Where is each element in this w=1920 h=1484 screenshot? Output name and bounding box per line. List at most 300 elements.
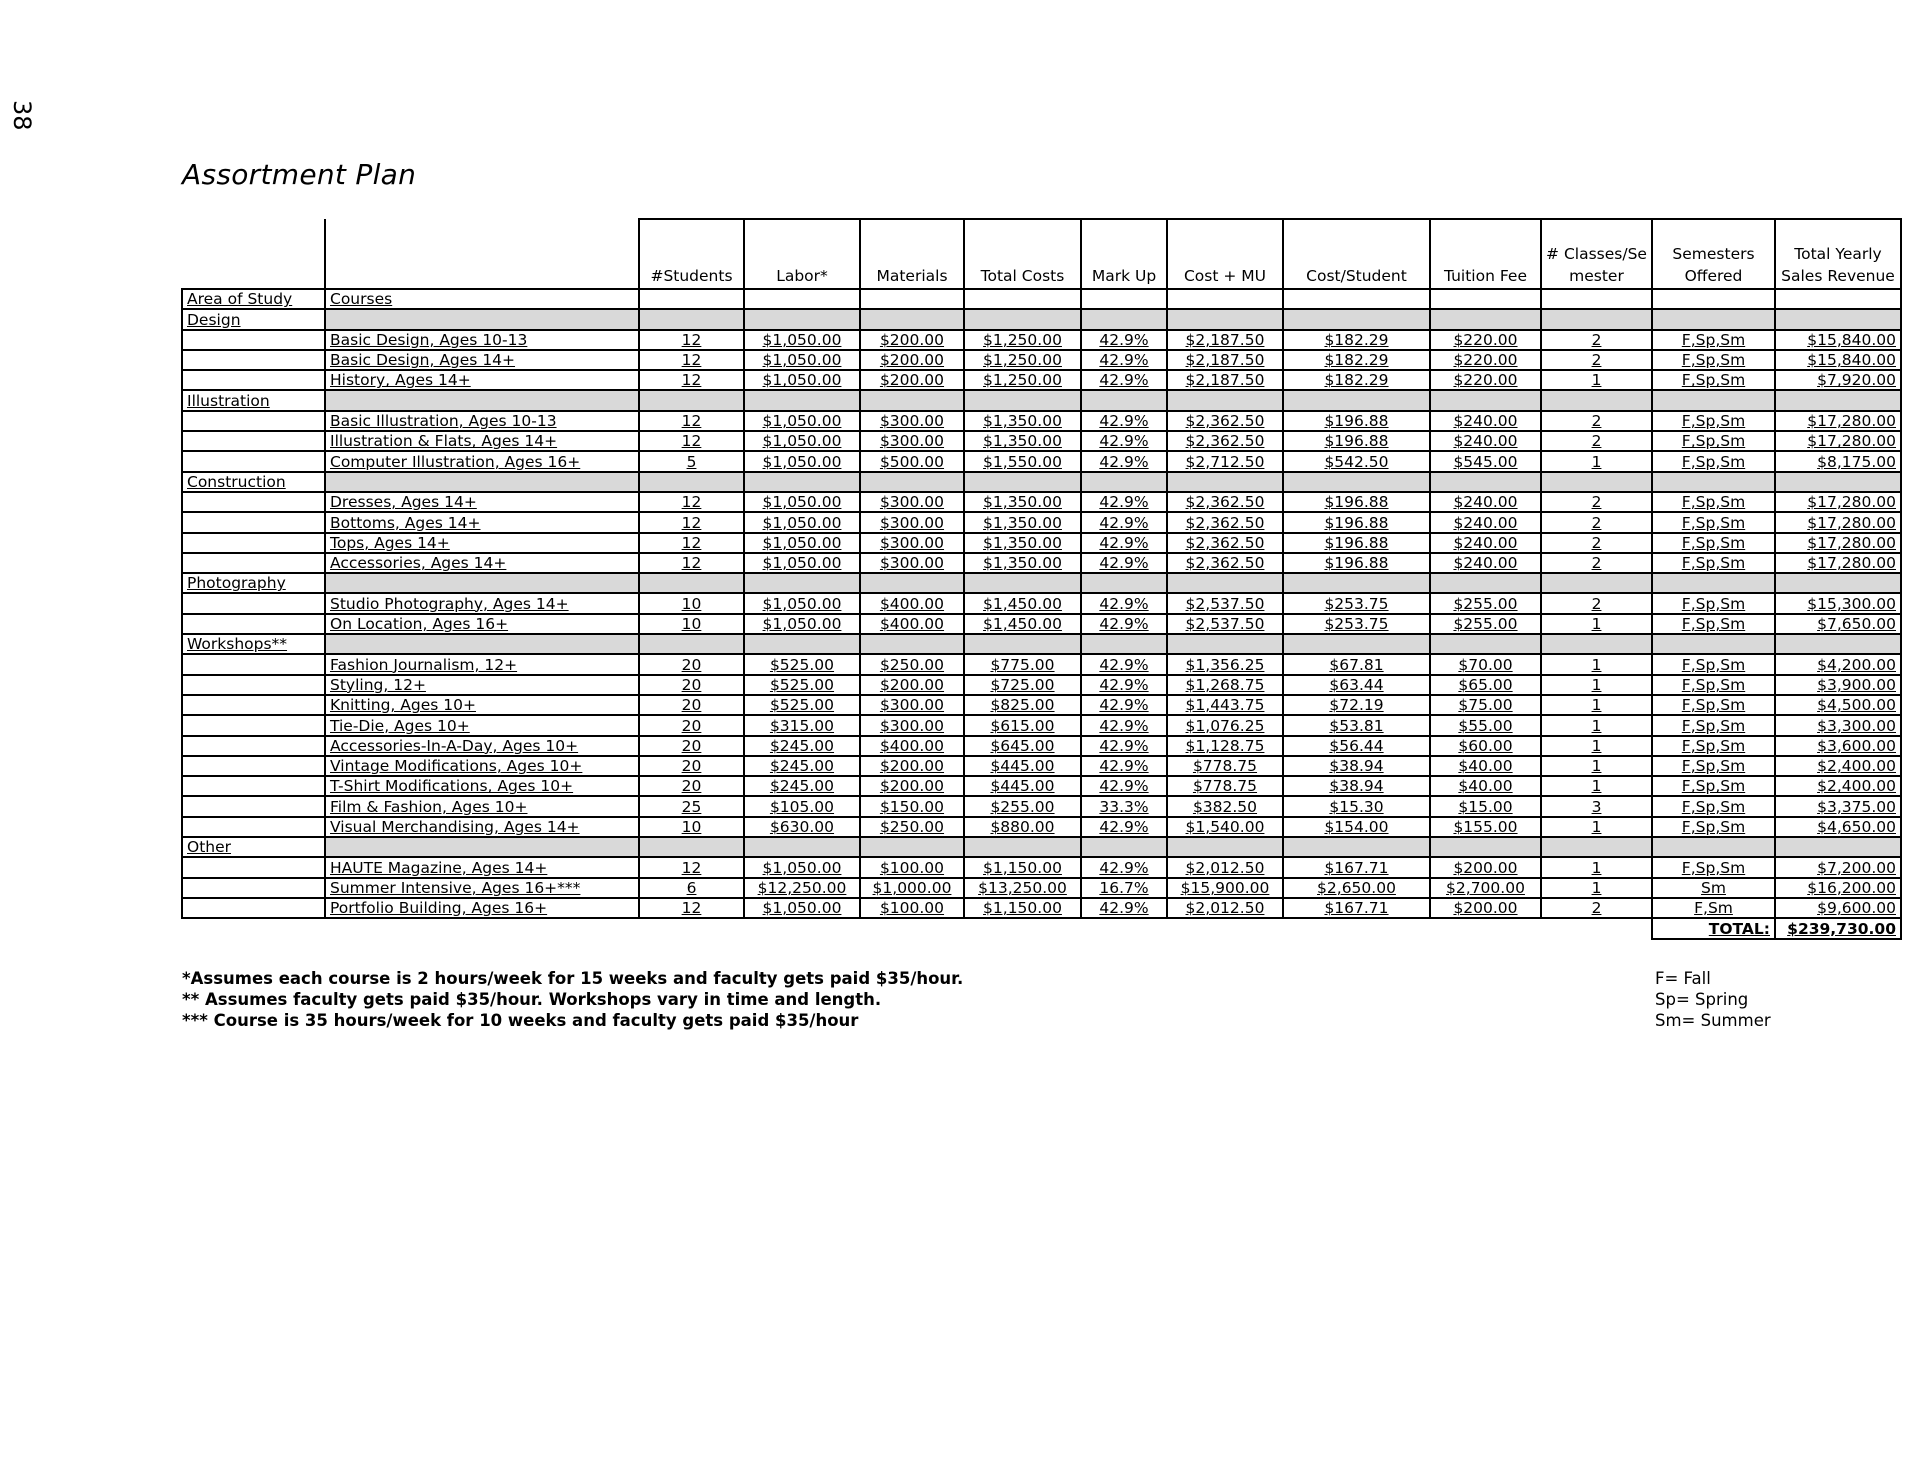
- course-cell: 1: [1541, 817, 1652, 837]
- course-cell: $1,450.00: [964, 614, 1081, 634]
- course-cell: $105.00: [744, 796, 860, 816]
- group-name: Other: [182, 837, 325, 857]
- course-cell: $15,840.00: [1775, 330, 1901, 350]
- course-name: Accessories, Ages 14+: [325, 553, 639, 573]
- course-cell: F,Sp,Sm: [1652, 553, 1775, 573]
- course-name: HAUTE Magazine, Ages 14+: [325, 857, 639, 877]
- course-cell: $100.00: [860, 857, 964, 877]
- course-cell: 20: [639, 695, 744, 715]
- course-cell: $17,280.00: [1775, 492, 1901, 512]
- area-of-study-label: Area of Study: [182, 289, 325, 309]
- course-cell: 1: [1541, 675, 1652, 695]
- course-cell: $400.00: [860, 736, 964, 756]
- footnote: *** Course is 35 hours/week for 10 weeks and faculty gets paid $35/hour: [182, 1011, 859, 1030]
- course-cell: $545.00: [1430, 451, 1541, 471]
- course-row: [182, 675, 1901, 695]
- course-name: Basic Design, Ages 14+: [325, 350, 639, 370]
- course-cell: $240.00: [1430, 411, 1541, 431]
- course-cell: $1,150.00: [964, 898, 1081, 918]
- course-cell: F,Sp,Sm: [1652, 817, 1775, 837]
- course-cell: F,Sp,Sm: [1652, 857, 1775, 877]
- course-cell: 42.9%: [1081, 451, 1167, 471]
- course-cell: $1,050.00: [744, 350, 860, 370]
- course-cell: $1,076.25: [1167, 715, 1283, 735]
- course-cell: $2,362.50: [1167, 431, 1283, 451]
- page-number: 38: [8, 100, 36, 131]
- course-cell: $154.00: [1283, 817, 1430, 837]
- total-value: $239,730.00: [1775, 918, 1901, 938]
- course-cell: $445.00: [964, 776, 1081, 796]
- course-cell: $240.00: [1430, 431, 1541, 451]
- course-cell: $400.00: [860, 614, 964, 634]
- header-total-costs: Total Costs: [964, 219, 1081, 289]
- course-cell: $182.29: [1283, 350, 1430, 370]
- course-row: [182, 431, 1901, 451]
- course-cell: $2,362.50: [1167, 492, 1283, 512]
- course-name: Knitting, Ages 10+: [325, 695, 639, 715]
- course-cell: 42.9%: [1081, 553, 1167, 573]
- header-mark-up: Mark Up: [1081, 219, 1167, 289]
- course-cell: 42.9%: [1081, 695, 1167, 715]
- course-cell: 10: [639, 593, 744, 613]
- course-cell: F,Sp,Sm: [1652, 330, 1775, 350]
- course-cell: $56.44: [1283, 736, 1430, 756]
- course-cell: $1,050.00: [744, 593, 860, 613]
- course-row: [182, 492, 1901, 512]
- course-cell: $38.94: [1283, 776, 1430, 796]
- course-cell: $220.00: [1430, 370, 1541, 390]
- footnote: *Assumes each course is 2 hours/week for 15 weeks and faculty gets paid $35/hour.: [182, 969, 964, 988]
- course-row: [182, 512, 1901, 532]
- course-name: Visual Merchandising, Ages 14+: [325, 817, 639, 837]
- course-cell: $200.00: [860, 330, 964, 350]
- header-cost-mu: Cost + MU: [1167, 219, 1283, 289]
- course-cell: $645.00: [964, 736, 1081, 756]
- header-total-revenue: Total Yearly Sales Revenue: [1775, 219, 1901, 289]
- course-cell: $778.75: [1167, 756, 1283, 776]
- legend-item: Sp= Spring: [1655, 990, 1749, 1009]
- course-name: Portfolio Building, Ages 16+: [325, 898, 639, 918]
- course-cell: $725.00: [964, 675, 1081, 695]
- semester-legend: [1655, 968, 1771, 1031]
- course-cell: $16,200.00: [1775, 878, 1901, 898]
- course-cell: $17,280.00: [1775, 553, 1901, 573]
- course-cell: 42.9%: [1081, 492, 1167, 512]
- course-cell: $1,356.25: [1167, 654, 1283, 674]
- course-cell: $200.00: [860, 756, 964, 776]
- course-cell: $17,280.00: [1775, 512, 1901, 532]
- course-cell: $72.19: [1283, 695, 1430, 715]
- course-cell: 2: [1541, 411, 1652, 431]
- group-name: Workshops**: [182, 634, 325, 654]
- header-materials: Materials: [860, 219, 964, 289]
- course-cell: $196.88: [1283, 533, 1430, 553]
- course-cell: $196.88: [1283, 512, 1430, 532]
- course-cell: $2,712.50: [1167, 451, 1283, 471]
- course-cell: $245.00: [744, 756, 860, 776]
- course-cell: $1,050.00: [744, 553, 860, 573]
- course-name: Computer Illustration, Ages 16+: [325, 451, 639, 471]
- course-cell: 12: [639, 431, 744, 451]
- course-cell: $15,300.00: [1775, 593, 1901, 613]
- course-cell: $2,362.50: [1167, 533, 1283, 553]
- course-cell: 12: [639, 350, 744, 370]
- course-cell: F,Sp,Sm: [1652, 492, 1775, 512]
- course-cell: $300.00: [860, 695, 964, 715]
- course-cell: $196.88: [1283, 492, 1430, 512]
- course-cell: 1: [1541, 776, 1652, 796]
- course-cell: $167.71: [1283, 857, 1430, 877]
- course-name: Accessories-In-A-Day, Ages 10+: [325, 736, 639, 756]
- footnote: ** Assumes faculty gets paid $35/hour. Workshops vary in time and length.: [182, 990, 882, 1009]
- course-cell: $400.00: [860, 593, 964, 613]
- course-cell: $1,050.00: [744, 898, 860, 918]
- course-cell: 1: [1541, 736, 1652, 756]
- header-students: #Students: [639, 219, 744, 289]
- course-cell: $3,900.00: [1775, 675, 1901, 695]
- course-cell: $40.00: [1430, 776, 1541, 796]
- course-cell: $253.75: [1283, 614, 1430, 634]
- course-cell: 42.9%: [1081, 330, 1167, 350]
- course-name: Styling, 12+: [325, 675, 639, 695]
- header-classes-semester: # Classes/Semester: [1541, 219, 1652, 289]
- course-cell: $245.00: [744, 736, 860, 756]
- course-cell: $196.88: [1283, 553, 1430, 573]
- course-cell: $4,650.00: [1775, 817, 1901, 837]
- course-cell: $182.29: [1283, 330, 1430, 350]
- course-cell: 42.9%: [1081, 593, 1167, 613]
- course-cell: F,Sp,Sm: [1652, 411, 1775, 431]
- course-cell: $1,128.75: [1167, 736, 1283, 756]
- course-cell: 42.9%: [1081, 533, 1167, 553]
- course-cell: $2,650.00: [1283, 878, 1430, 898]
- course-cell: $2,537.50: [1167, 593, 1283, 613]
- header-blank: [325, 219, 639, 289]
- course-cell: F,Sm: [1652, 898, 1775, 918]
- course-cell: 3: [1541, 796, 1652, 816]
- course-cell: 1: [1541, 857, 1652, 877]
- course-cell: $3,375.00: [1775, 796, 1901, 816]
- course-cell: $1,050.00: [744, 533, 860, 553]
- course-name: Studio Photography, Ages 14+: [325, 593, 639, 613]
- course-row: [182, 654, 1901, 674]
- group-row: [182, 309, 1901, 329]
- course-cell: $630.00: [744, 817, 860, 837]
- course-cell: $1,350.00: [964, 431, 1081, 451]
- course-cell: 42.9%: [1081, 350, 1167, 370]
- course-row: [182, 533, 1901, 553]
- course-cell: F,Sp,Sm: [1652, 370, 1775, 390]
- course-cell: 42.9%: [1081, 370, 1167, 390]
- group-row: [182, 573, 1901, 593]
- course-cell: F,Sp,Sm: [1652, 451, 1775, 471]
- course-cell: $1,050.00: [744, 614, 860, 634]
- legend-item: F= Fall: [1655, 969, 1711, 988]
- course-cell: $12,250.00: [744, 878, 860, 898]
- course-cell: $880.00: [964, 817, 1081, 837]
- course-cell: 2: [1541, 553, 1652, 573]
- page-title: Assortment Plan: [182, 158, 417, 191]
- course-cell: $1,050.00: [744, 512, 860, 532]
- course-cell: 5: [639, 451, 744, 471]
- course-cell: $1,443.75: [1167, 695, 1283, 715]
- group-name: Illustration: [182, 390, 325, 410]
- header-cost-student: Cost/Student: [1283, 219, 1430, 289]
- course-cell: $1,050.00: [744, 330, 860, 350]
- course-cell: $15,840.00: [1775, 350, 1901, 370]
- course-cell: 12: [639, 533, 744, 553]
- course-cell: 42.9%: [1081, 898, 1167, 918]
- header-labor: Labor*: [744, 219, 860, 289]
- course-cell: F,Sp,Sm: [1652, 756, 1775, 776]
- course-cell: 42.9%: [1081, 512, 1167, 532]
- course-cell: $1,350.00: [964, 533, 1081, 553]
- course-row: [182, 553, 1901, 573]
- course-cell: $382.50: [1167, 796, 1283, 816]
- course-name: Bottoms, Ages 14+: [325, 512, 639, 532]
- total-label: TOTAL:: [1652, 918, 1775, 938]
- course-row: [182, 370, 1901, 390]
- course-cell: $2,187.50: [1167, 370, 1283, 390]
- course-cell: $2,187.50: [1167, 330, 1283, 350]
- course-cell: $615.00: [964, 715, 1081, 735]
- course-cell: $200.00: [860, 675, 964, 695]
- course-cell: $220.00: [1430, 350, 1541, 370]
- course-cell: F,Sp,Sm: [1652, 614, 1775, 634]
- course-cell: 1: [1541, 654, 1652, 674]
- course-cell: 2: [1541, 512, 1652, 532]
- course-cell: $255.00: [1430, 593, 1541, 613]
- course-cell: $1,250.00: [964, 350, 1081, 370]
- course-row: [182, 796, 1901, 816]
- course-cell: 2: [1541, 533, 1652, 553]
- course-cell: $1,050.00: [744, 492, 860, 512]
- course-cell: $1,550.00: [964, 451, 1081, 471]
- course-cell: $253.75: [1283, 593, 1430, 613]
- course-cell: $182.29: [1283, 370, 1430, 390]
- course-name: Basic Illustration, Ages 10-13: [325, 411, 639, 431]
- course-cell: $40.00: [1430, 756, 1541, 776]
- course-name: Tops, Ages 14+: [325, 533, 639, 553]
- course-row: [182, 898, 1901, 918]
- group-row: [182, 472, 1901, 492]
- course-cell: $75.00: [1430, 695, 1541, 715]
- course-cell: 20: [639, 776, 744, 796]
- course-cell: $4,200.00: [1775, 654, 1901, 674]
- course-cell: 1: [1541, 451, 1652, 471]
- course-cell: Sm: [1652, 878, 1775, 898]
- course-cell: 12: [639, 492, 744, 512]
- course-cell: $3,300.00: [1775, 715, 1901, 735]
- group-row: [182, 837, 1901, 857]
- course-cell: $1,268.75: [1167, 675, 1283, 695]
- course-cell: 10: [639, 614, 744, 634]
- course-cell: F,Sp,Sm: [1652, 350, 1775, 370]
- course-cell: $63.44: [1283, 675, 1430, 695]
- course-cell: 10: [639, 817, 744, 837]
- course-cell: 2: [1541, 593, 1652, 613]
- group-row: [182, 634, 1901, 654]
- course-name: On Location, Ages 16+: [325, 614, 639, 634]
- course-cell: $300.00: [860, 512, 964, 532]
- header-tuition-fee: Tuition Fee: [1430, 219, 1541, 289]
- course-row: [182, 614, 1901, 634]
- course-cell: $2,537.50: [1167, 614, 1283, 634]
- course-cell: $300.00: [860, 431, 964, 451]
- course-cell: 12: [639, 512, 744, 532]
- course-row: [182, 817, 1901, 837]
- course-cell: $200.00: [860, 370, 964, 390]
- course-row: [182, 776, 1901, 796]
- course-cell: $200.00: [860, 776, 964, 796]
- course-name: Dresses, Ages 14+: [325, 492, 639, 512]
- course-cell: $2,012.50: [1167, 898, 1283, 918]
- course-name: Fashion Journalism, 12+: [325, 654, 639, 674]
- course-cell: $8,175.00: [1775, 451, 1901, 471]
- course-cell: 1: [1541, 756, 1652, 776]
- course-cell: $13,250.00: [964, 878, 1081, 898]
- course-cell: 16.7%: [1081, 878, 1167, 898]
- course-row: [182, 411, 1901, 431]
- course-cell: $38.94: [1283, 756, 1430, 776]
- course-cell: $167.71: [1283, 898, 1430, 918]
- course-cell: F,Sp,Sm: [1652, 715, 1775, 735]
- course-cell: $17,280.00: [1775, 411, 1901, 431]
- course-cell: $4,500.00: [1775, 695, 1901, 715]
- course-cell: $1,050.00: [744, 431, 860, 451]
- course-cell: $300.00: [860, 492, 964, 512]
- course-cell: $315.00: [744, 715, 860, 735]
- course-cell: 6: [639, 878, 744, 898]
- group-name: Construction: [182, 472, 325, 492]
- course-cell: $300.00: [860, 533, 964, 553]
- course-cell: $240.00: [1430, 512, 1541, 532]
- course-cell: $15.30: [1283, 796, 1430, 816]
- total-row: [182, 918, 1901, 938]
- course-cell: $525.00: [744, 654, 860, 674]
- course-cell: 42.9%: [1081, 715, 1167, 735]
- course-cell: $200.00: [1430, 857, 1541, 877]
- course-cell: $2,012.50: [1167, 857, 1283, 877]
- courses-label: Courses: [325, 289, 639, 309]
- course-row: [182, 857, 1901, 877]
- course-cell: F,Sp,Sm: [1652, 593, 1775, 613]
- course-cell: 2: [1541, 898, 1652, 918]
- course-name: History, Ages 14+: [325, 370, 639, 390]
- header-semesters-offered: Semesters Offered: [1652, 219, 1775, 289]
- course-cell: 12: [639, 898, 744, 918]
- course-name: Film & Fashion, Ages 10+: [325, 796, 639, 816]
- course-name: Basic Design, Ages 10-13: [325, 330, 639, 350]
- course-cell: 42.9%: [1081, 736, 1167, 756]
- course-cell: $200.00: [1430, 898, 1541, 918]
- course-cell: $7,920.00: [1775, 370, 1901, 390]
- course-cell: $2,362.50: [1167, 553, 1283, 573]
- course-cell: $3,600.00: [1775, 736, 1901, 756]
- course-cell: $240.00: [1430, 533, 1541, 553]
- course-cell: $155.00: [1430, 817, 1541, 837]
- course-cell: $542.50: [1283, 451, 1430, 471]
- course-cell: $65.00: [1430, 675, 1541, 695]
- course-cell: $255.00: [1430, 614, 1541, 634]
- course-cell: 42.9%: [1081, 817, 1167, 837]
- course-cell: $2,187.50: [1167, 350, 1283, 370]
- course-cell: 20: [639, 654, 744, 674]
- course-cell: $7,650.00: [1775, 614, 1901, 634]
- course-cell: $300.00: [860, 715, 964, 735]
- course-cell: 42.9%: [1081, 411, 1167, 431]
- assortment-plan-table: [181, 218, 1902, 940]
- course-cell: $55.00: [1430, 715, 1541, 735]
- group-name: Design: [182, 309, 325, 329]
- course-cell: 42.9%: [1081, 857, 1167, 877]
- course-cell: F,Sp,Sm: [1652, 512, 1775, 532]
- course-cell: 1: [1541, 370, 1652, 390]
- course-cell: $1,000.00: [860, 878, 964, 898]
- course-row: [182, 715, 1901, 735]
- course-cell: $1,050.00: [744, 451, 860, 471]
- course-cell: $2,362.50: [1167, 512, 1283, 532]
- course-cell: $525.00: [744, 675, 860, 695]
- course-cell: $1,350.00: [964, 553, 1081, 573]
- course-cell: $300.00: [860, 411, 964, 431]
- course-cell: 2: [1541, 431, 1652, 451]
- course-cell: $1,050.00: [744, 411, 860, 431]
- course-cell: 42.9%: [1081, 776, 1167, 796]
- course-cell: $255.00: [964, 796, 1081, 816]
- course-row: [182, 878, 1901, 898]
- course-cell: $300.00: [860, 553, 964, 573]
- course-cell: F,Sp,Sm: [1652, 654, 1775, 674]
- footnotes: [182, 968, 963, 1031]
- course-cell: F,Sp,Sm: [1652, 695, 1775, 715]
- course-cell: $1,350.00: [964, 411, 1081, 431]
- course-cell: F,Sp,Sm: [1652, 431, 1775, 451]
- course-cell: $1,150.00: [964, 857, 1081, 877]
- course-cell: $825.00: [964, 695, 1081, 715]
- course-cell: $1,250.00: [964, 330, 1081, 350]
- course-cell: $1,350.00: [964, 512, 1081, 532]
- course-cell: $53.81: [1283, 715, 1430, 735]
- course-cell: 1: [1541, 715, 1652, 735]
- course-cell: $17,280.00: [1775, 533, 1901, 553]
- course-cell: 2: [1541, 492, 1652, 512]
- course-cell: 12: [639, 553, 744, 573]
- course-cell: $1,050.00: [744, 857, 860, 877]
- course-cell: F,Sp,Sm: [1652, 736, 1775, 756]
- course-cell: $15.00: [1430, 796, 1541, 816]
- course-cell: 20: [639, 736, 744, 756]
- course-cell: $196.88: [1283, 411, 1430, 431]
- course-cell: $240.00: [1430, 492, 1541, 512]
- course-cell: $220.00: [1430, 330, 1541, 350]
- course-cell: 12: [639, 330, 744, 350]
- course-cell: $9,600.00: [1775, 898, 1901, 918]
- course-cell: $150.00: [860, 796, 964, 816]
- course-name: T-Shirt Modifications, Ages 10+: [325, 776, 639, 796]
- course-row: [182, 350, 1901, 370]
- course-cell: $1,450.00: [964, 593, 1081, 613]
- course-cell: 2: [1541, 330, 1652, 350]
- course-cell: $245.00: [744, 776, 860, 796]
- course-cell: $778.75: [1167, 776, 1283, 796]
- course-cell: $67.81: [1283, 654, 1430, 674]
- label-row: [182, 289, 1901, 309]
- course-cell: $500.00: [860, 451, 964, 471]
- course-cell: 33.3%: [1081, 796, 1167, 816]
- course-cell: $2,400.00: [1775, 756, 1901, 776]
- course-name: Illustration & Flats, Ages 14+: [325, 431, 639, 451]
